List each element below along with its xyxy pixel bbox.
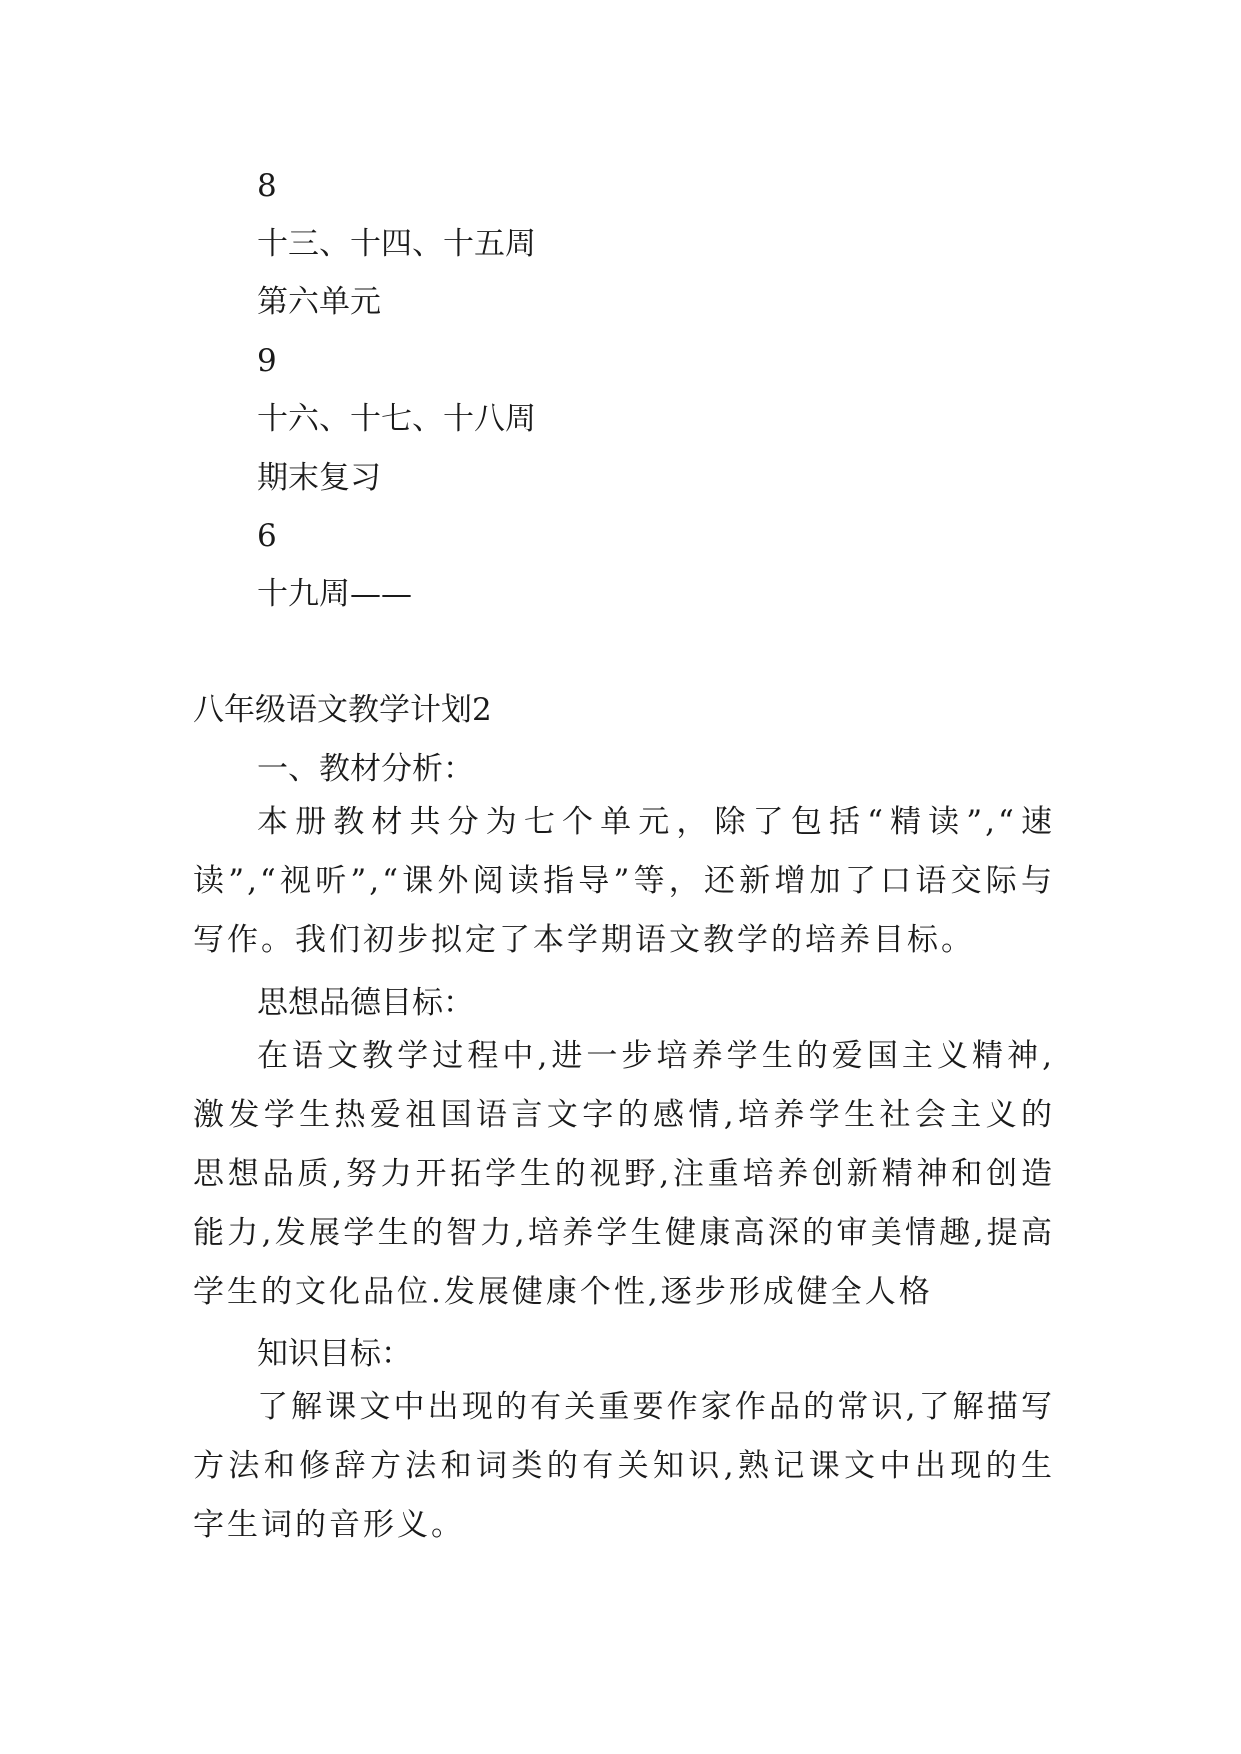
schedule-weeks-13-15: 十三、十四、十五周 <box>257 226 536 262</box>
section-title: 八年级语文教学计划2 <box>193 692 492 728</box>
heading-material-analysis: 一、教材分析： <box>257 751 474 787</box>
schedule-weeks-16-18: 十六、十七、十八周 <box>257 401 536 437</box>
schedule-hours-6: 6 <box>257 518 277 554</box>
heading-moral-goals: 思想品德目标： <box>257 985 474 1021</box>
paragraph-material-analysis: 本册教材共分为七个单元，除了包括“精读”,“速读”,“视听”,“课外阅读指导”等，还新增加了口语交际与写作。我们初步拟定了本学期语文教学的培养目标。 <box>193 804 1055 958</box>
schedule-unit-6: 第六单元 <box>257 284 381 320</box>
heading-knowledge-goals: 知识目标： <box>257 1336 412 1372</box>
paragraph-knowledge-goals: 了解课文中出现的有关重要作家作品的常识,了解描写方法和修辞方法和词类的有关知识,熟记课文中出现的生字生词的音形义。 <box>193 1389 1055 1543</box>
schedule-week-19: 十九周—— <box>257 576 412 612</box>
schedule-final-review: 期末复习 <box>257 460 381 496</box>
schedule-hours-8: 8 <box>257 168 277 204</box>
schedule-hours-9: 9 <box>257 343 277 379</box>
paragraph-moral-goals: 在语文教学过程中,进一步培养学生的爱国主义精神,激发学生热爱祖国语言文字的感情,培养学生社会主义的思想品质,努力开拓学生的视野,注重培养创新精神和创造能力,发展学生的智力,培养学生健康高深的审美情趣,提高学生的文化品位.发展健康个性,逐步形成健全人格 <box>193 1038 1055 1310</box>
